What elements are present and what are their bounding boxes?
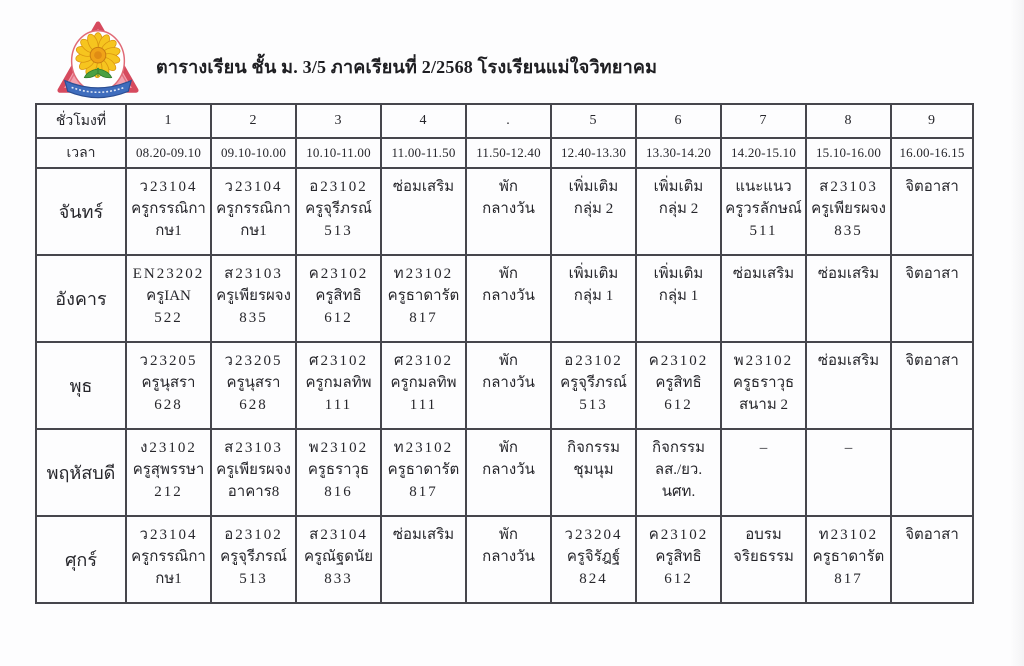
- cell-line: ครูธาดารัต: [387, 288, 460, 304]
- cell-line: ว23104: [139, 179, 198, 195]
- period-number: 7: [721, 104, 806, 138]
- day-name: ศุกร์: [36, 516, 126, 603]
- cell-line: ท23102: [818, 527, 879, 543]
- cell-line: กลางวัน: [482, 201, 535, 217]
- cell-line: ครูวรลักษณ์: [725, 201, 802, 217]
- cell-line: ส23103: [224, 440, 283, 456]
- cell-line: นศท.: [661, 484, 696, 500]
- cell-line: ศ23102: [308, 353, 369, 369]
- cell-line: กลุ่ม 1: [573, 288, 614, 304]
- cell-line: เพิ่มเติม: [653, 179, 704, 195]
- cell-line: ครูIAN: [146, 288, 191, 304]
- timetable-cell: [551, 516, 636, 603]
- timetable-cell: [296, 255, 381, 342]
- timetable-cell: [551, 429, 636, 516]
- timetable-cell: [211, 255, 296, 342]
- cell-line: ครูสิทธิ: [315, 288, 362, 304]
- timetable-cell: [891, 255, 973, 342]
- timetable-cell: [381, 342, 466, 429]
- cell-line: 816: [324, 484, 353, 500]
- cell-line: ชุมนุม: [573, 462, 614, 478]
- cell-line: ซ่อมเสริม: [392, 527, 455, 543]
- cell-line: 833: [324, 571, 353, 587]
- timetable-cell: [466, 429, 551, 516]
- time-range: 12.40-13.30: [551, 138, 636, 168]
- time-range: 08.20-09.10: [126, 138, 211, 168]
- timetable-cell: [466, 168, 551, 255]
- cell-line: ครูนุสรา: [226, 375, 281, 391]
- cell-line: ครูเพียรผจง: [216, 288, 291, 304]
- timetable-cell: [806, 342, 891, 429]
- timetable-cell: [636, 516, 721, 603]
- timetable-cell: [211, 168, 296, 255]
- cell-line: ครูจุรีภรณ์: [220, 549, 287, 565]
- day-name: พฤหัสบดี: [36, 429, 126, 516]
- cell-line: อ23102: [309, 179, 368, 195]
- cell-line: 212: [154, 484, 183, 500]
- time-range: 15.10-16.00: [806, 138, 891, 168]
- cell-line: พัก: [499, 353, 518, 369]
- day-name: จันทร์: [36, 168, 126, 255]
- cell-line: ครูจุรีภรณ์: [305, 201, 372, 217]
- cell-line: ค23102: [648, 527, 709, 543]
- time-range: 09.10-10.00: [211, 138, 296, 168]
- cell-line: จิตอาสา: [905, 353, 959, 369]
- cell-line: 522: [154, 310, 183, 326]
- cell-line: ว23104: [224, 179, 283, 195]
- day-row: [36, 429, 973, 516]
- timetable-cell: [381, 429, 466, 516]
- cell-line: ท23102: [393, 440, 454, 456]
- cell-line: 628: [239, 397, 268, 413]
- cell-line: –: [844, 440, 853, 456]
- cell-line: ง23102: [140, 440, 197, 456]
- cell-line: ครูเพียรผจง: [216, 462, 291, 478]
- period-header-row: [36, 104, 973, 138]
- cell-line: กษ1: [155, 571, 182, 587]
- cell-line: สนาม 2: [739, 397, 788, 413]
- timetable-cell: [126, 429, 211, 516]
- timetable-cell: [381, 255, 466, 342]
- page-title: ตารางเรียน ชั้น ม. 3/5 ภาคเรียนที่ 2/2568 โรงเรียนแม่ใจวิทยาคม: [156, 57, 658, 77]
- cell-line: กิจกรรม: [567, 440, 620, 456]
- cell-line: ครูสิทธิ: [655, 549, 702, 565]
- timetable-cell: [126, 168, 211, 255]
- cell-line: ครูกมลทิพ: [390, 375, 457, 391]
- timetable-cell: [806, 429, 891, 516]
- time-range: 10.10-11.00: [296, 138, 381, 168]
- cell-line: เพิ่มเติม: [653, 266, 704, 282]
- timetable-cell: [891, 342, 973, 429]
- cell-line: 111: [409, 397, 438, 413]
- cell-line: เพิ่มเติม: [568, 266, 619, 282]
- cell-line: ครูสุพรรษา: [132, 462, 205, 478]
- cell-line: 824: [579, 571, 608, 587]
- period-number: 1: [126, 104, 211, 138]
- cell-line: แนะแนว: [735, 179, 792, 195]
- cell-line: 513: [239, 571, 268, 587]
- cell-line: ว23104: [139, 527, 198, 543]
- day-row: [36, 342, 973, 429]
- timetable-cell: [296, 516, 381, 603]
- timetable-cell: [466, 255, 551, 342]
- cell-line: ครูธาดารัต: [387, 462, 460, 478]
- cell-line: 612: [664, 571, 693, 587]
- timetable-cell: [211, 429, 296, 516]
- time-row-label: เวลา: [36, 138, 126, 168]
- cell-line: พัก: [499, 179, 518, 195]
- cell-line: ศ23102: [393, 353, 454, 369]
- timetable-cell: [721, 255, 806, 342]
- cell-line: 513: [324, 223, 353, 239]
- day-row: [36, 168, 973, 255]
- cell-line: 628: [154, 397, 183, 413]
- timetable-cell: [721, 429, 806, 516]
- day-row: [36, 255, 973, 342]
- cell-line: จิตอาสา: [905, 179, 959, 195]
- cell-line: 612: [324, 310, 353, 326]
- cell-line: อ23102: [224, 527, 283, 543]
- cell-line: ซ่อมเสริม: [392, 179, 455, 195]
- timetable-cell: [381, 516, 466, 603]
- cell-line: เพิ่มเติม: [568, 179, 619, 195]
- timetable-cell: [721, 342, 806, 429]
- period-corner-label: ชั่วโมงที่: [36, 104, 126, 138]
- timetable-cell: [806, 255, 891, 342]
- period-number: 9: [891, 104, 973, 138]
- timetable-cell: [126, 342, 211, 429]
- cell-line: ครูจิรัฎฐ์: [566, 549, 621, 565]
- cell-line: ครูกมลทิพ: [305, 375, 372, 391]
- cell-line: ครูจุรีภรณ์: [560, 375, 627, 391]
- cell-line: 111: [324, 397, 353, 413]
- cell-line: ส23103: [819, 179, 878, 195]
- period-number: 8: [806, 104, 891, 138]
- timetable-cell: [551, 255, 636, 342]
- period-number: 4: [381, 104, 466, 138]
- cell-line: กลุ่ม 2: [573, 201, 614, 217]
- timetable-cell: [211, 516, 296, 603]
- cell-line: ซ่อมเสริม: [817, 266, 880, 282]
- cell-line: ครูกรรณิกา: [131, 549, 206, 565]
- time-range: 14.20-15.10: [721, 138, 806, 168]
- time-range: 11.50-12.40: [466, 138, 551, 168]
- cell-line: ส23103: [224, 266, 283, 282]
- timetable-body: [36, 168, 973, 603]
- cell-line: พ23102: [733, 353, 794, 369]
- cell-line: กลางวัน: [482, 288, 535, 304]
- cell-line: กลางวัน: [482, 375, 535, 391]
- cell-line: ครูณัฐดนัย: [303, 549, 374, 565]
- day-row: [36, 516, 973, 603]
- cell-line: ครูเพียรผจง: [811, 201, 886, 217]
- cell-line: กษ1: [155, 223, 182, 239]
- cell-line: ซ่อมเสริม: [817, 353, 880, 369]
- cell-line: 817: [834, 571, 863, 587]
- cell-line: ว23205: [139, 353, 198, 369]
- cell-line: กิจกรรม: [652, 440, 705, 456]
- timetable-cell: [636, 342, 721, 429]
- timetable-cell: [721, 516, 806, 603]
- timetable-cell: [551, 168, 636, 255]
- cell-line: กลุ่ม 1: [658, 288, 699, 304]
- timetable-cell: [296, 342, 381, 429]
- school-crest-logo: [54, 20, 142, 104]
- timetable-cell: [636, 255, 721, 342]
- cell-line: จิตอาสา: [905, 527, 959, 543]
- cell-line: ส23104: [309, 527, 368, 543]
- scan-edge-shadow: [1010, 0, 1024, 666]
- timetable-cell: [296, 429, 381, 516]
- time-range: 11.00-11.50: [381, 138, 466, 168]
- cell-line: ท23102: [393, 266, 454, 282]
- cell-line: ครูธาดารัต: [812, 549, 885, 565]
- cell-line: ครูสิทธิ: [655, 375, 702, 391]
- timetable-cell: [806, 516, 891, 603]
- cell-line: กลางวัน: [482, 462, 535, 478]
- timetable: [35, 103, 974, 604]
- cell-line: 817: [409, 310, 438, 326]
- cell-line: อบรม: [745, 527, 782, 543]
- timetable-cell: [126, 516, 211, 603]
- timetable-cell: [636, 429, 721, 516]
- cell-line: 817: [409, 484, 438, 500]
- cell-line: ค23102: [648, 353, 709, 369]
- cell-line: อาคาร8: [227, 484, 280, 500]
- cell-line: ว23204: [564, 527, 623, 543]
- cell-line: ว23205: [224, 353, 283, 369]
- cell-line: 513: [579, 397, 608, 413]
- timetable-cell: [466, 516, 551, 603]
- cell-line: ครูนุสรา: [141, 375, 196, 391]
- cell-line: จิตอาสา: [905, 266, 959, 282]
- timetable-cell: [891, 429, 973, 516]
- cell-line: พัก: [499, 527, 518, 543]
- timetable-cell: [721, 168, 806, 255]
- time-range: 16.00-16.15: [891, 138, 973, 168]
- cell-line: ค23102: [308, 266, 369, 282]
- timetable-cell: [211, 342, 296, 429]
- timetable-cell: [296, 168, 381, 255]
- period-number: 5: [551, 104, 636, 138]
- cell-line: EN23202: [132, 266, 205, 282]
- cell-line: กลุ่ม 2: [658, 201, 699, 217]
- timetable-cell: [806, 168, 891, 255]
- cell-line: ซ่อมเสริม: [732, 266, 795, 282]
- cell-line: ครูธราวุธ: [307, 462, 370, 478]
- day-name: อังคาร: [36, 255, 126, 342]
- cell-line: ลส./ยว.: [654, 462, 703, 478]
- timetable-cell: [551, 342, 636, 429]
- cell-line: กลางวัน: [482, 549, 535, 565]
- cell-line: พัก: [499, 266, 518, 282]
- period-number: 2: [211, 104, 296, 138]
- cell-line: ครูกรรณิกา: [131, 201, 206, 217]
- cell-line: พัก: [499, 440, 518, 456]
- period-number: 6: [636, 104, 721, 138]
- time-row: [36, 138, 973, 168]
- period-number: 3: [296, 104, 381, 138]
- cell-line: ครูธราวุธ: [732, 375, 795, 391]
- cell-line: 835: [239, 310, 268, 326]
- timetable-cell: [126, 255, 211, 342]
- timetable-cell: [636, 168, 721, 255]
- cell-line: 612: [664, 397, 693, 413]
- timetable-cell: [466, 342, 551, 429]
- cell-line: จริยธรรม: [733, 549, 794, 565]
- cell-line: อ23102: [564, 353, 623, 369]
- period-number: .: [466, 104, 551, 138]
- day-name: พุธ: [36, 342, 126, 429]
- cell-line: 511: [749, 223, 778, 239]
- time-range: 13.30-14.20: [636, 138, 721, 168]
- timetable-cell: [381, 168, 466, 255]
- cell-line: ครูกรรณิกา: [216, 201, 291, 217]
- cell-line: พ23102: [308, 440, 369, 456]
- timetable-cell: [891, 516, 973, 603]
- cell-line: –: [759, 440, 768, 456]
- cell-line: กษ1: [240, 223, 267, 239]
- timetable-cell: [891, 168, 973, 255]
- cell-line: 835: [834, 223, 863, 239]
